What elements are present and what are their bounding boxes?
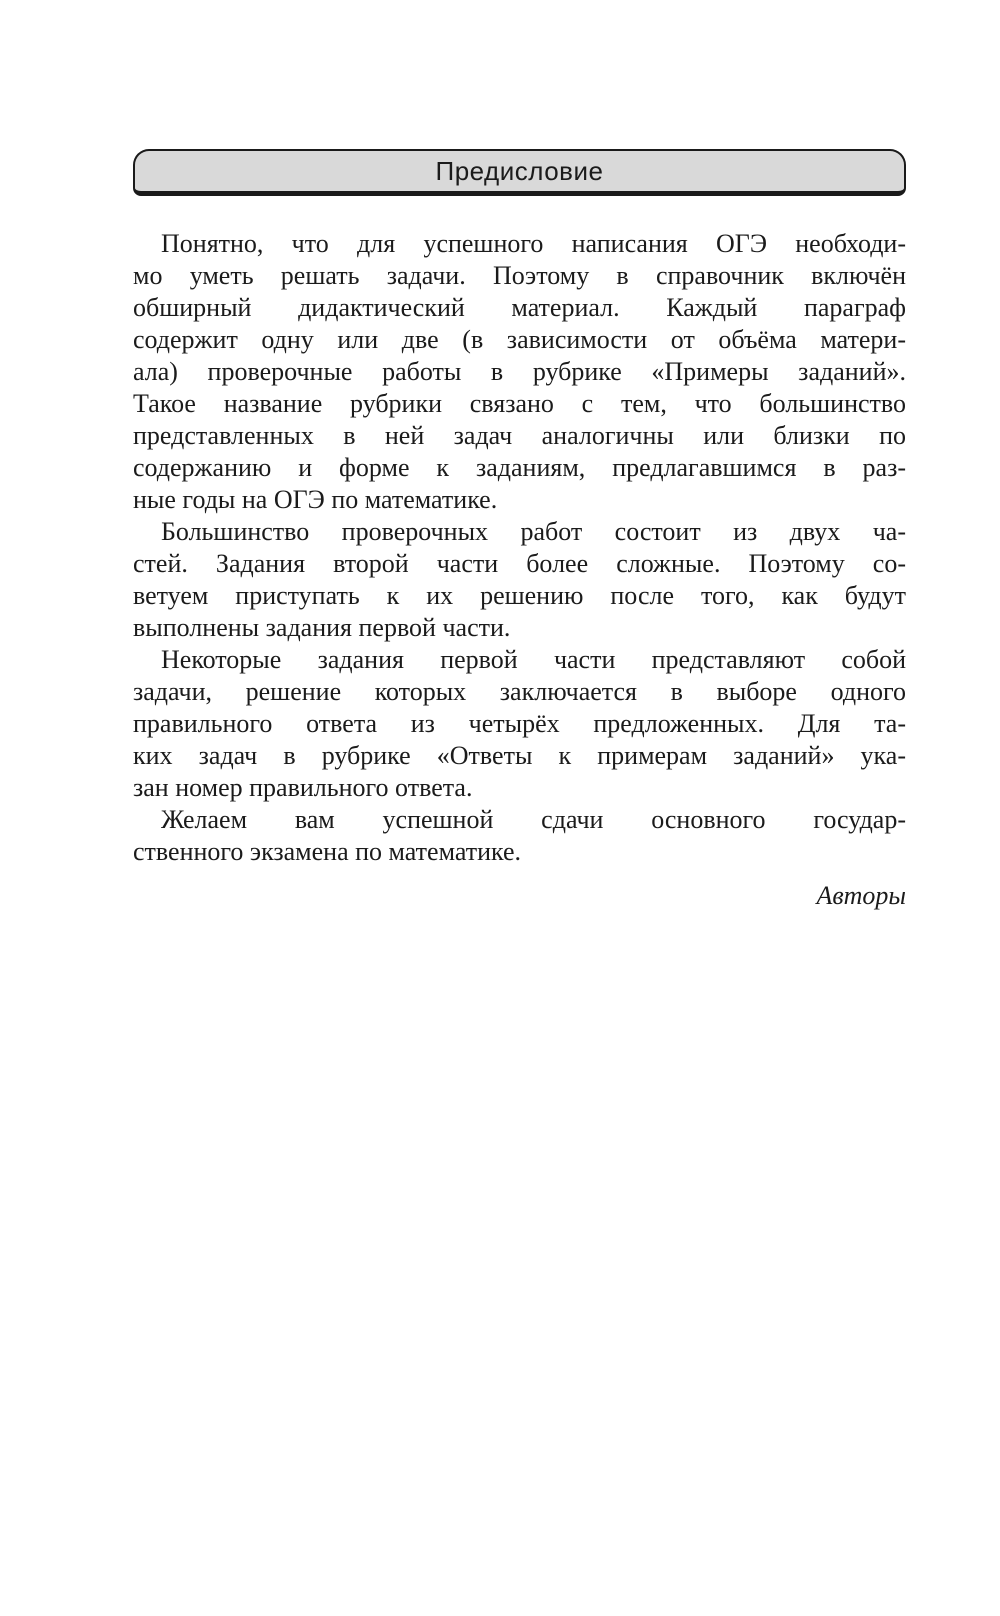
text-line: Понятно, что для успешного написания ОГЭ необходи-	[161, 229, 906, 258]
text-line: правильного ответа из четырёх предложенных. Для та-	[133, 709, 906, 738]
text-line: Большинство проверочных работ состоит из двух ча-	[161, 517, 906, 546]
text-line: содержанию и форме к заданиям, предлагавшимся в раз-	[133, 453, 906, 482]
text-line: ственного экзамена по математике.	[133, 837, 522, 866]
text-line: представленных в ней задач аналогичны или близки по	[133, 421, 906, 450]
text-line: мо уметь решать задачи. Поэтому в справочник включён	[133, 261, 906, 290]
paragraph	[133, 516, 906, 644]
section-header-box	[133, 149, 906, 196]
text-line: ные годы на ОГЭ по математике.	[133, 485, 498, 514]
paragraph	[133, 644, 906, 804]
paragraph	[133, 228, 906, 516]
body-text	[133, 228, 906, 912]
text-line: ветуем приступать к их решению после того, как будут	[133, 581, 906, 610]
text-line: Такое название рубрики связано с тем, что большинство	[133, 389, 906, 418]
text-line: стей. Задания второй части более сложные. Поэтому со-	[133, 549, 906, 578]
text-line: ких задач в рубрике «Ответы к примерам заданий» ука-	[133, 741, 906, 770]
text-line: зан номер правильного ответа.	[133, 773, 473, 802]
authors-signature: Авторы	[816, 881, 906, 910]
text-line: Некоторые задания первой части представляют собой	[161, 645, 906, 674]
text-line: задачи, решение которых заключается в выборе одного	[133, 677, 906, 706]
page-title: Предисловие	[435, 155, 604, 186]
paragraph	[133, 804, 906, 868]
text-line: Желаем вам успешной сдачи основного государ-	[161, 805, 906, 834]
text-line: ала) проверочные работы в рубрике «Примеры заданий».	[133, 357, 906, 386]
text-line: выполнены задания первой части.	[133, 613, 511, 642]
text-line: обширный дидактический материал. Каждый параграф	[133, 293, 906, 322]
text-line: содержит одну или две (в зависимости от объёма матери-	[133, 325, 906, 354]
